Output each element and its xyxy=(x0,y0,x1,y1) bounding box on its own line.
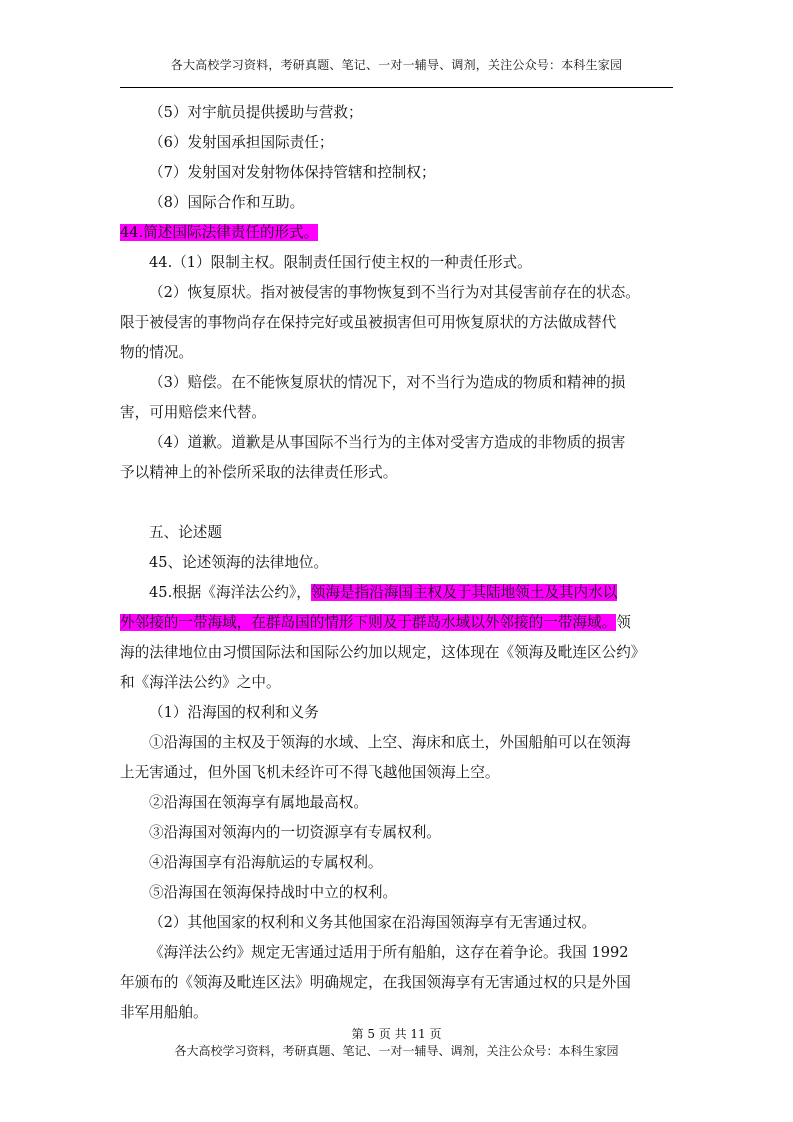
answer-44-line: （3）赔偿。在不能恢复原状的情况下，对不当行为造成的物质和精神的损 xyxy=(149,374,626,391)
answer-44-line: 限于被侵害的事物尚存在保持完好或虽被损害但可用恢复原状的方法做成替代 xyxy=(120,314,617,331)
page-header: 各大高校学习资料，考研真题、笔记、一对一辅导、调剂，关注公众号：本科生家园 xyxy=(170,58,623,72)
sub-heading: （1）沿海国的权利和义务 xyxy=(149,704,319,721)
header-divider xyxy=(120,87,673,88)
question-44 xyxy=(120,218,673,248)
answer-45-line: ④沿海国享有沿海航运的专属权利。 xyxy=(149,854,383,871)
highlighted-definition: 领海是指沿海国主权及于其陆地领土及其内水以 xyxy=(310,584,618,601)
answer-45-line: ②沿海国在领海享有属地最高权。 xyxy=(149,794,368,811)
answer-45-line: ⑤沿海国在领海保持战时中立的权利。 xyxy=(149,884,398,901)
answer-45-line: 《海洋法公约》规定无害通过适用于所有船舶，这存在着争论。我国 1992 xyxy=(149,944,629,961)
answer-45-line: 非军用船舶。 xyxy=(120,1004,208,1021)
answer-45-line: ③沿海国对领海内的一切资源享有专属权利。 xyxy=(149,824,441,841)
highlighted-question: 44.简述国际法律责任的形式。 xyxy=(120,224,319,241)
answer-45-lead: 45.根据《海洋法公约》， xyxy=(149,584,311,601)
page-number: 第 5 页 共 11 页 xyxy=(351,1027,442,1041)
answer-45-line: （2）其他国家的权利和义务其他国家在沿海国领海享有无害通过权。 xyxy=(149,914,597,931)
list-item: （7）发射国对发射物体保持管辖和控制权； xyxy=(149,164,436,181)
section-heading: 五、论述题 xyxy=(149,524,222,541)
answer-45-line: ①沿海国的主权及于领海的水域、上空、海床和底土，外国船舶可以在领海 xyxy=(149,734,631,751)
answer-44-line: 物的情况。 xyxy=(120,344,193,361)
answer-44-line: 予以精神上的补偿所采取的法律责任形式。 xyxy=(120,464,398,481)
answer-44-line: 害，可用赔偿来代替。 xyxy=(120,404,266,421)
document-body xyxy=(120,98,673,1028)
answer-45-line: 海的法律地位由习惯国际法和国际公约加以规定，这体现在《领海及毗连区公约》 xyxy=(120,644,646,661)
list-item: （8）国际合作和互助。 xyxy=(149,194,305,211)
answer-45-line: 和《海洋法公约》之中。 xyxy=(120,674,281,691)
answer-44-line: 44.（1）限制主权。限制责任国行使主权的一种责任形式。 xyxy=(149,254,532,271)
list-item: （5）对宇航员提供援助与营救； xyxy=(149,104,363,121)
answer-45-line: 年颁布的《领海及毗连区法》明确规定，在我国领海享有无害通过权的只是外国 xyxy=(120,974,631,991)
answer-45-line xyxy=(120,578,673,608)
page-footer: 各大高校学习资料，考研真题、笔记、一对一辅导、调剂，关注公众号：本科生家园 xyxy=(174,1044,619,1058)
answer-45-continuation: 领 xyxy=(616,614,631,631)
highlighted-definition: 外邻接的一带海域，在群岛国的情形下则及于群岛水域以外邻接的一带海域。 xyxy=(120,614,617,631)
answer-45-line xyxy=(120,608,673,638)
list-item: （6）发射国承担国际责任； xyxy=(149,134,334,151)
answer-44-line: （2）恢复原状。指对被侵害的事物恢复到不当行为对其侵害前存在的状态。 xyxy=(149,284,640,301)
answer-45-line: 上无害通过，但外国飞机未经许可不得飞越他国领海上空。 xyxy=(120,764,500,781)
paragraph-gap xyxy=(120,488,673,518)
question-45: 45、论述领海的法律地位。 xyxy=(149,554,329,571)
answer-44-line: （4）道歉。道歉是从事国际不当行为的主体对受害方造成的非物质的损害 xyxy=(149,434,626,451)
